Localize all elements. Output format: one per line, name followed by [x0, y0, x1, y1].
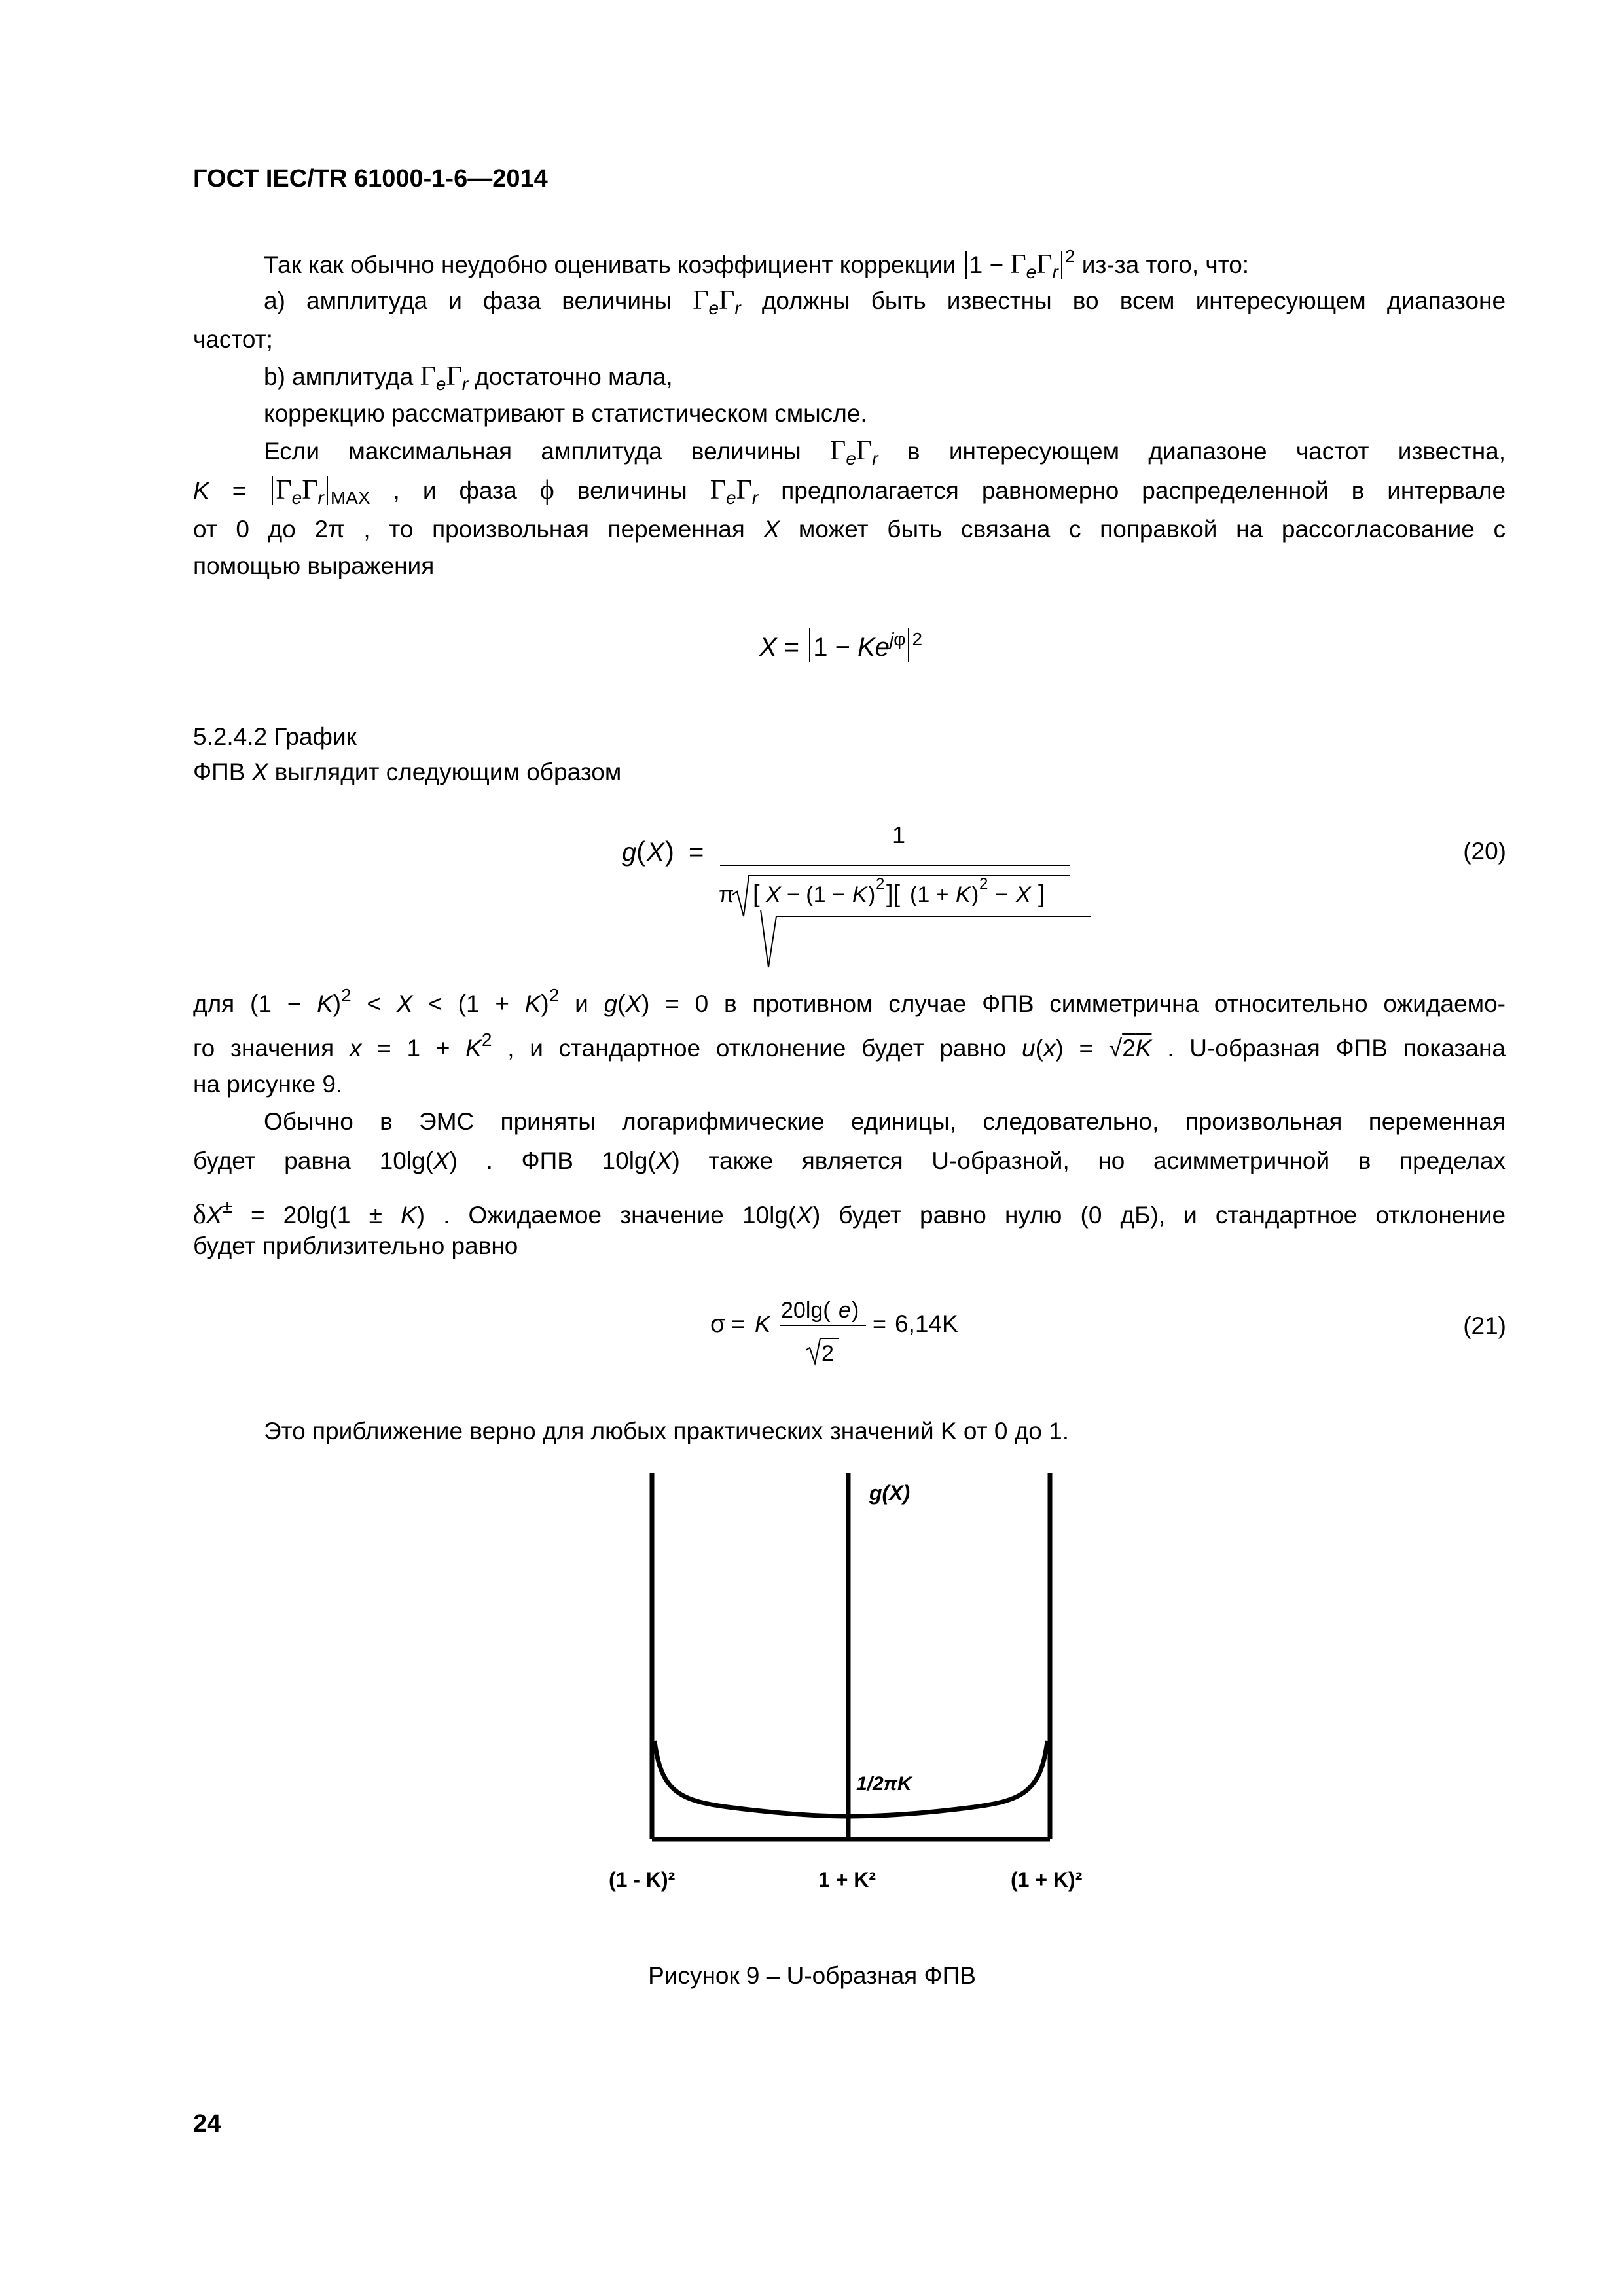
svg-text:K: K	[956, 882, 971, 907]
text: , то произвольная переменная	[363, 516, 745, 543]
math-2pi: 2π	[314, 516, 345, 543]
svg-text:]: ]	[1038, 880, 1045, 908]
svg-text:−: −	[995, 882, 1008, 907]
paragraph-statistical: коррекцию рассматривают в статистическом смысле.	[264, 400, 867, 427]
svg-text:): )	[971, 882, 979, 907]
svg-text:1: 1	[892, 821, 906, 848]
math-std-dev: u(x) = √2K	[1022, 1035, 1152, 1062]
text: из-за того, что:	[1081, 251, 1250, 278]
text: Если максимальная амплитуда величины	[264, 438, 801, 465]
x-right-label: (1 + K)²	[1011, 1868, 1083, 1892]
pdf-curve	[655, 1741, 1047, 1816]
svg-text:): )	[665, 836, 674, 867]
text: должны быть известны во всем интересующем диапазоне	[761, 287, 1506, 314]
math-gamma-product: $\Gamma_e\Gamma_r$	[830, 436, 878, 469]
text: предполагается равномерно распределенной в интервале	[781, 477, 1506, 504]
text: величины	[577, 477, 687, 504]
y-axis-label: g(X)	[869, 1481, 911, 1505]
math-phi: ϕ	[539, 475, 554, 505]
math-gamma-product: $\Gamma_e\Gamma_r$	[693, 285, 741, 318]
svg-text:2: 2	[821, 1341, 834, 1366]
text: Так как обычно неудобно оценивать коэффициент коррекции	[264, 251, 956, 278]
equation-21-number: (21)	[1463, 1312, 1506, 1339]
svg-text:K: K	[852, 882, 867, 907]
svg-text:[: [	[753, 880, 760, 908]
text: может быть связана с поправкой на рассогласование с	[798, 516, 1506, 543]
math-correction-coef: $1 - \Gamma_e\Gamma_r^2$	[963, 251, 1075, 278]
svg-text:): )	[868, 882, 876, 907]
paragraph-max-amplitude-3	[193, 511, 1506, 548]
math-g-zero: g(X) = 0	[604, 990, 709, 1017]
svg-text:π: π	[719, 882, 734, 907]
x-mid-label: 1 + K²	[818, 1868, 876, 1892]
text: для	[193, 990, 235, 1017]
svg-text:(1 +: (1 +	[910, 882, 949, 907]
text: . Ожидаемое значение	[443, 1202, 724, 1229]
text: в противном случае ФПВ симметрична относительно ожидаемо-	[724, 990, 1506, 1017]
svg-text:=: =	[873, 1310, 887, 1337]
figure-caption: Рисунок 9 – U-образная ФПВ	[648, 1962, 976, 1989]
text: достаточно мала,	[475, 363, 673, 390]
svg-text:g: g	[622, 838, 637, 867]
text: ФПВ	[193, 759, 245, 785]
svg-text:e: e	[839, 1298, 851, 1323]
math-x: X	[763, 516, 780, 543]
svg-text:X: X	[766, 882, 781, 907]
paragraph-log-units-2	[193, 1142, 1506, 1180]
paragraph-log-units-1: Обычно в ЭМС приняты логарифмические единицы, следовательно, произвольная переменная	[264, 1108, 1506, 1135]
svg-text:(: (	[636, 836, 645, 867]
paragraph-approximation: Это приближение верно для любых практических значений K от 0 до 1.	[264, 1418, 1069, 1444]
math-k-definition: $K = \Gamma_e\Gamma_r$ $_{MAX}$	[193, 475, 370, 508]
text: . ФПВ	[486, 1147, 573, 1174]
paragraph-max-amplitude-4: помощью выражения	[193, 552, 435, 579]
svg-text:2: 2	[876, 875, 885, 893]
equation-20	[609, 818, 1106, 982]
math-delta-x: δX± = 20lg(1 ± K)	[193, 1196, 425, 1230]
paragraph-item-a-cont: частот;	[193, 326, 273, 353]
svg-text:20lg(: 20lg(	[781, 1298, 831, 1323]
svg-text:X: X	[647, 838, 664, 867]
math-gamma-product: $\Gamma_e\Gamma_r$	[420, 361, 469, 394]
minimum-label: 1/2πK	[856, 1773, 912, 1795]
text: выглядит следующим образом	[274, 759, 622, 785]
equation-x-definition: $X = 1 - Ke^{j\varphi}$ $^2$	[759, 629, 923, 662]
text: будет равно нулю (0 дБ), и стандартное отклонение	[839, 1202, 1506, 1229]
document-header: ГОСТ IEC/TR 61000-1-6—2014	[193, 165, 548, 192]
page-number: 24	[193, 2110, 221, 2138]
text: также является U-образной, но асимметричной в пределах	[708, 1147, 1506, 1174]
math-range-condition: $(1 - K)^2 < X < (1 + K)^2$	[250, 985, 560, 1017]
svg-text:K: K	[755, 1310, 771, 1337]
paragraph-log-units-4: будет приблизительно равно	[193, 1232, 518, 1259]
math-expected-value: $x = 1 + K^2$	[349, 1030, 492, 1062]
svg-text:][: ][	[886, 880, 901, 908]
math-10lg-x: 10lg(X)	[379, 1147, 458, 1174]
paragraph-conditions-2	[193, 1021, 1506, 1067]
math-10lg-x: 10lg(X)	[602, 1147, 680, 1174]
equation-21-value: 6,14K	[895, 1310, 958, 1337]
text: . U-образная ФПВ показана	[1167, 1035, 1506, 1062]
text: а) амплитуда и фаза величины	[264, 287, 672, 314]
svg-text:=: =	[731, 1310, 746, 1337]
svg-text:=: =	[689, 838, 704, 867]
paragraph-pdf-intro	[193, 753, 1506, 791]
math-x: X	[251, 759, 268, 785]
svg-text:): )	[852, 1298, 859, 1323]
text: и	[575, 990, 588, 1017]
text: b) амплитуда	[264, 363, 414, 390]
svg-text:σ: σ	[710, 1310, 726, 1338]
text: в интересующем диапазоне частот известна,	[907, 438, 1506, 465]
paragraph-conditions-3: на рисунке 9.	[193, 1071, 343, 1098]
text: , и стандартное отклонение будет равно	[507, 1035, 1007, 1062]
svg-text:− (1 −: − (1 −	[787, 882, 845, 907]
text: будет равна	[193, 1147, 351, 1174]
text: го значения	[193, 1035, 334, 1062]
paragraph-conditions-1	[193, 977, 1506, 1023]
svg-text:X: X	[1016, 882, 1031, 907]
x-left-label: (1 - K)²	[609, 1868, 676, 1892]
math-gamma-product: $\Gamma_e\Gamma_r$	[710, 475, 759, 508]
equation-21	[710, 1293, 1051, 1384]
equation-20-number: (20)	[1463, 838, 1506, 865]
text: , и фаза	[393, 477, 517, 504]
svg-text:2: 2	[979, 875, 988, 893]
figure-u-shaped-pdf	[589, 1466, 1126, 1924]
text: от 0 до	[193, 516, 296, 543]
math-10lg-x: 10lg(X)	[742, 1202, 821, 1229]
section-heading: 5.2.4.2 График	[193, 723, 357, 750]
